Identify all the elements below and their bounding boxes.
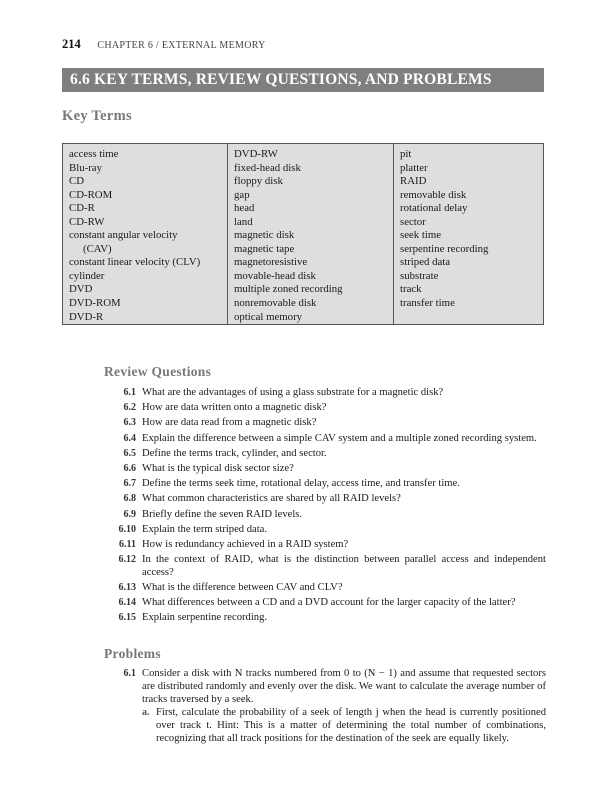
problem <box>104 668 546 706</box>
key-term: constant angular velocity <box>69 229 178 242</box>
key-term: transfer time <box>400 297 455 310</box>
review-question <box>104 463 546 476</box>
key-term: RAID <box>400 175 427 188</box>
key-term: Blu-ray <box>69 161 102 174</box>
key-terms-column-3 <box>393 144 543 324</box>
question-text: Explain the term striped data. <box>142 523 268 535</box>
section-title: 6.6 KEY TERMS, REVIEW QUESTIONS, AND PROBLEMS <box>62 68 544 92</box>
review-question <box>104 417 546 430</box>
question-number: 6.10 <box>118 523 136 535</box>
review-questions-list <box>104 387 546 628</box>
review-question <box>104 554 546 580</box>
question-text: Define the terms seek time, rotational delay, access time, and transfer time. <box>142 478 460 490</box>
question-number: 6.9 <box>123 508 136 520</box>
review-question <box>104 509 546 522</box>
key-term: movable-head disk <box>234 269 316 282</box>
review-question <box>104 433 546 446</box>
key-term: track <box>400 283 422 296</box>
key-terms-table <box>62 143 544 325</box>
key-terms-column-2 <box>227 144 393 324</box>
question-text: What is the difference between CAV and CLV? <box>142 582 343 594</box>
key-term: DVD-R <box>69 310 104 323</box>
key-term: removable disk <box>400 188 467 201</box>
key-term: rotational delay <box>400 202 468 215</box>
problem-number: 6.1 <box>123 668 136 679</box>
key-term: pit <box>400 148 412 160</box>
review-question <box>104 387 546 400</box>
question-number: 6.12 <box>118 554 136 566</box>
question-text: What differences between a CD and a DVD account for the larger capacity of the latter? <box>142 597 516 609</box>
question-text: Explain the difference between a simple CAV system and a multiple zoned recording system. <box>142 432 537 444</box>
review-question <box>104 402 546 415</box>
key-term: DVD-RW <box>234 148 278 160</box>
key-term: CD-ROM <box>69 188 113 201</box>
question-text: What is the typical disk sector size? <box>142 462 294 474</box>
question-text: In the context of RAID, what is the distinction between parallel access and independent access? <box>142 554 546 578</box>
question-number: 6.5 <box>123 447 136 459</box>
question-text: How are data written onto a magnetic disk? <box>142 402 327 414</box>
question-number: 6.15 <box>118 612 136 624</box>
question-number: 6.2 <box>123 402 136 414</box>
key-term: magnetoresistive <box>234 256 308 269</box>
key-term: magnetic tape <box>234 242 295 255</box>
question-number: 6.8 <box>123 493 136 505</box>
key-term: multiple zoned recording <box>234 283 343 296</box>
key-term: floppy disk <box>234 175 283 188</box>
review-question <box>104 612 546 625</box>
review-question <box>104 448 546 461</box>
running-head <box>62 37 266 52</box>
key-term: DVD <box>69 283 93 296</box>
question-number: 6.13 <box>118 582 136 594</box>
page-number: 214 <box>62 37 81 51</box>
review-question <box>104 478 546 491</box>
problem-subpart <box>142 707 546 745</box>
key-term: head <box>234 202 255 215</box>
chapter-title: CHAPTER 6 / EXTERNAL MEMORY <box>97 40 266 51</box>
question-text: How are data read from a magnetic disk? <box>142 417 317 429</box>
question-number: 6.1 <box>123 387 136 398</box>
question-number: 6.4 <box>123 432 136 444</box>
key-terms-heading: Key Terms <box>62 108 132 124</box>
key-term: DVD-ROM <box>69 297 121 310</box>
key-term: gap <box>234 188 250 201</box>
question-text: Briefly define the seven RAID levels. <box>142 508 303 520</box>
key-term: land <box>234 215 253 228</box>
question-text: Explain serpentine recording. <box>142 612 268 624</box>
key-term: fixed-head disk <box>234 161 301 174</box>
question-text: What are the advantages of using a glass substrate for a magnetic disk? <box>142 387 444 398</box>
key-term: constant linear velocity (CLV) <box>69 256 201 269</box>
review-questions-heading: Review Questions <box>104 364 212 379</box>
subpart-text: First, calculate the probability of a seek of length j when the head is currently positioned over track t. Hint: This is a matter of determining the total number of combinations, recognizing that all track positions for the destination of the seek are equally likely. <box>156 707 546 744</box>
problems-heading: Problems <box>104 646 161 661</box>
key-term: access time <box>69 148 119 160</box>
key-term: serpentine recording <box>400 242 489 255</box>
review-question <box>104 597 546 610</box>
key-term: striped data <box>400 256 451 269</box>
key-term: optical memory <box>234 310 303 323</box>
question-number: 6.3 <box>123 417 136 429</box>
question-number: 6.14 <box>118 597 136 609</box>
key-term: CD <box>69 175 84 188</box>
key-term: substrate <box>400 269 439 282</box>
key-term: nonremovable disk <box>234 297 317 310</box>
key-term: magnetic disk <box>234 229 295 242</box>
question-number: 6.7 <box>123 478 136 490</box>
review-question <box>104 582 546 595</box>
review-question <box>104 539 546 552</box>
review-question <box>104 493 546 506</box>
question-text: How is redundancy achieved in a RAID system? <box>142 538 349 550</box>
key-term: CD-R <box>69 202 95 215</box>
subpart-label: a. <box>142 707 150 719</box>
question-number: 6.11 <box>119 538 136 550</box>
review-question <box>104 524 546 537</box>
question-text: Define the terms track, cylinder, and sector. <box>142 447 327 459</box>
key-term: cylinder <box>69 269 105 282</box>
key-term: (CAV) <box>83 242 112 255</box>
problem-text: Consider a disk with N tracks numbered from 0 to (N − 1) and assume that requested sectors are distributed randomly and evenly over the disk. We want to calculate the average number of tracks traversed by a seek. <box>142 668 546 705</box>
problems-list <box>104 668 546 746</box>
key-term: platter <box>400 161 428 174</box>
key-term: sector <box>400 215 426 228</box>
question-number: 6.6 <box>123 462 136 474</box>
key-terms-column-1 <box>63 144 227 324</box>
question-text: What common characteristics are shared by all RAID levels? <box>142 493 401 505</box>
key-term: seek time <box>400 229 442 242</box>
key-term: CD-RW <box>69 215 105 228</box>
